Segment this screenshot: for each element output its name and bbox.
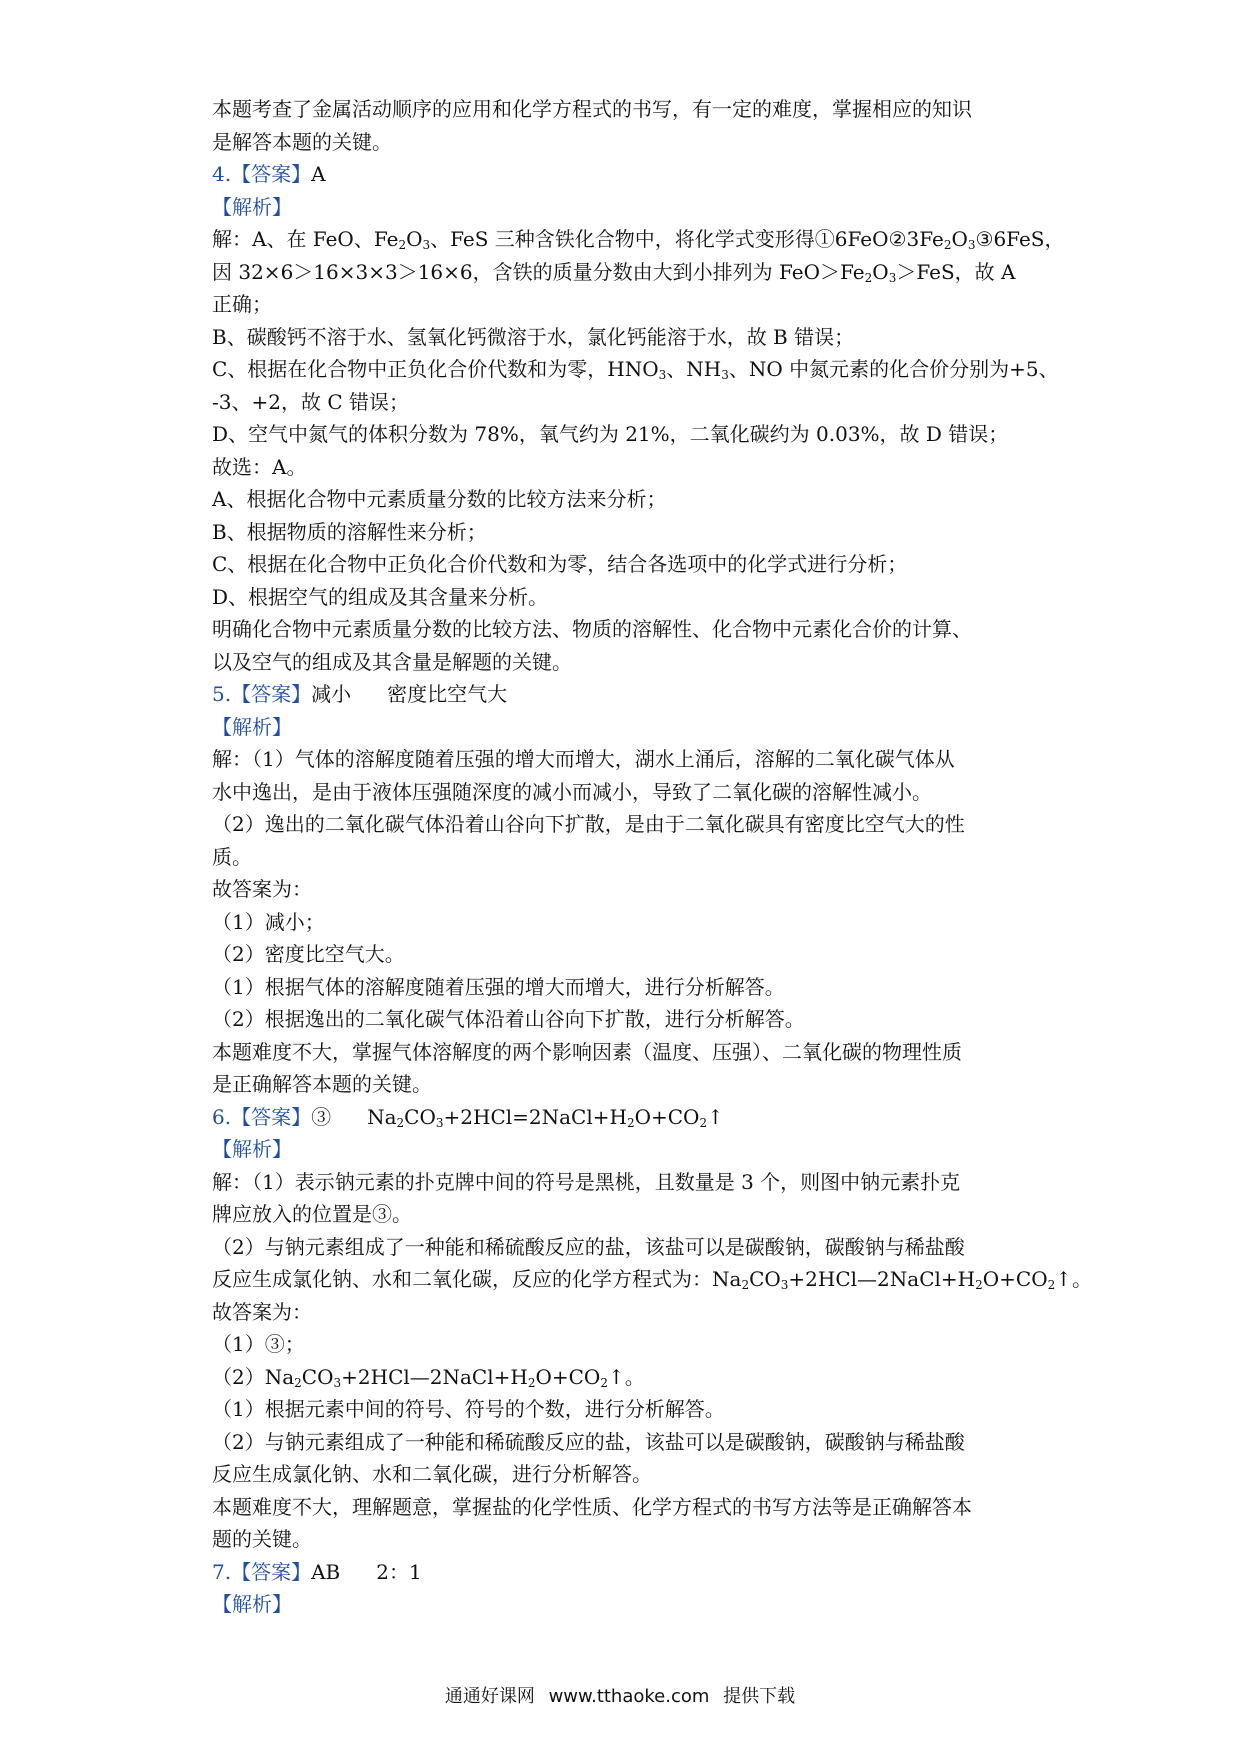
text-run: CO — [749, 1267, 781, 1291]
text-line — [212, 256, 1042, 289]
text-line: 本题难度不大，理解题意，掌握盐的化学性质、化学方程式的书写方法等是正确解答本 — [212, 1494, 972, 1519]
text-line: -3、+2，故 C 错误； — [212, 389, 409, 414]
text-line — [212, 1263, 1092, 1296]
subscript: 3 — [422, 238, 431, 252]
subscript: 2 — [600, 1375, 608, 1390]
subscript: 2 — [626, 1115, 635, 1130]
text-line: 牌应放入的位置是③。 — [212, 1202, 412, 1226]
text-run: ↑。 — [607, 1364, 645, 1389]
text-line: 反应生成氯化钠、水和二氧化碳，进行分析解答。 — [212, 1462, 652, 1486]
text-line: （2）逸出的二氧化碳气体沿着山谷向下扩散，是由于二氧化碳具有密度比空气大的性 — [212, 812, 965, 836]
text-line: 以及空气的组成及其含量是解题的关键。 — [212, 649, 572, 674]
subscript: 3 — [658, 368, 667, 382]
text-line: 故答案为： — [212, 877, 312, 901]
subscript: 3 — [888, 270, 897, 285]
answer-tag: 【答案】 — [231, 162, 312, 186]
text-line: 正确； — [212, 292, 272, 316]
text-run: 反应生成氯化钠、水和二氧化碳，反应的化学方程式为：Na — [212, 1267, 742, 1291]
footer-site-name: 通通好课网 — [444, 1686, 535, 1707]
text-line: 本题考查了金属活动顺序的应用和化学方程式的书写，有一定的难度，掌握相应的知识 — [212, 97, 972, 121]
text-line: 质。 — [212, 844, 252, 869]
text-line: 故选：A。 — [212, 454, 307, 479]
text-run: C、根据在化合物中正负化合价代数和为零，HNO — [212, 357, 659, 381]
text-line: 本题难度不大，掌握气体溶解度的两个影响因素（温度、压强）、二氧化碳的物理性质 — [212, 1039, 962, 1064]
question-number: 4. — [212, 162, 232, 186]
document-body — [212, 93, 1092, 1621]
subscript: 2 — [396, 1115, 405, 1130]
page-footer — [0, 1685, 1240, 1709]
text-line: 解：（1）表示钠元素的扑克牌中间的符号是黑桃，且数量是 3 个，则图中钠元素扑克 — [212, 1169, 961, 1194]
text-run: O — [951, 227, 968, 251]
text-run: O+CO — [982, 1267, 1048, 1291]
text-line: （1）根据气体的溶解度随着压强的增大而增大，进行分析解答。 — [212, 974, 785, 999]
text-run: O+CO — [535, 1364, 601, 1389]
text-line: D、根据空气的组成及其含量来分析。 — [212, 584, 549, 609]
text-run: O — [406, 227, 423, 251]
text-run: +2HCl—2NaCl+H — [341, 1364, 528, 1389]
text-line: D、空气中氮气的体积分数为 78%，氧气约为 21%，二氧化碳约为 0.03%，故 D 错误； — [212, 422, 1009, 446]
answer-tag: 【答案】 — [231, 1104, 312, 1129]
text-line: （2）与钠元素组成了一种能和稀硫酸反应的盐，该盐可以是碳酸钠，碳酸钠与稀盐酸 — [212, 1234, 965, 1259]
subscript: 2 — [1047, 1278, 1056, 1292]
text-line: （2）根据逸出的二氧化碳气体沿着山谷向下扩散，进行分析解答。 — [212, 1007, 805, 1031]
text-run: （2）Na — [212, 1364, 295, 1389]
text-line — [212, 223, 1065, 256]
footer-note: 提供下载 — [723, 1686, 796, 1707]
text-run: ↑ — [707, 1104, 724, 1129]
text-run: O — [872, 259, 889, 284]
text-line: （1）③； — [212, 1332, 305, 1356]
text-line: 水中逸出，是由于液体压强随深度的减小而减小，导致了二氧化碳的溶解性减小。 — [212, 779, 932, 804]
footer-url: www.tthaoke.com — [548, 1686, 710, 1707]
question-number: 5. — [212, 682, 232, 706]
text-run: ＞FeS，故 A — [896, 259, 1016, 284]
equation — [367, 1105, 724, 1129]
text-line: B、碳酸钙不溶于水、氢氧化钙微溶于水，氯化钙能溶于水，故 B 错误； — [212, 324, 855, 349]
answer-value: ③ — [311, 1104, 332, 1129]
subscript: 2 — [527, 1375, 536, 1390]
text-run: 、FeS 三种含铁化合物中，将化学式变形得①6FeO②3Fe — [430, 227, 944, 251]
answer-line-5 — [212, 678, 1042, 711]
text-line: 是解答本题的关键。 — [212, 129, 392, 154]
text-line — [212, 353, 1059, 386]
text-line: （1）根据元素中间的符号、符号的个数，进行分析解答。 — [212, 1397, 725, 1421]
text-run: 解：A、在 FeO、Fe — [212, 227, 399, 251]
analysis-heading: 【解析】 — [212, 1137, 292, 1161]
analysis-heading: 【解析】 — [212, 1592, 292, 1616]
subscript: 2 — [975, 1278, 983, 1292]
text-line: （1）减小； — [212, 909, 325, 934]
text-line: 题的关键。 — [212, 1527, 312, 1551]
subscript: 3 — [780, 1278, 789, 1292]
text-run: O+CO — [634, 1104, 700, 1129]
text-run: ③6FeS， — [975, 227, 1065, 251]
subscript: 3 — [333, 1375, 342, 1390]
text-run: 、NO 中氮元素的化合价分别为+5、 — [728, 357, 1059, 381]
text-run: Na — [367, 1104, 397, 1129]
subscript: 3 — [721, 368, 729, 382]
subscript: 2 — [699, 1115, 708, 1130]
analysis-heading: 【解析】 — [212, 194, 292, 219]
subscript: 2 — [294, 1375, 302, 1390]
subscript: 2 — [398, 238, 407, 252]
text-run: CO — [404, 1104, 436, 1129]
subscript: 2 — [864, 270, 873, 285]
question-number: 6. — [212, 1104, 232, 1129]
text-line: 明确化合物中元素质量分数的比较方法、物质的溶解性、化合物中元素化合价的计算、 — [212, 617, 972, 641]
answer-value: A — [311, 162, 326, 186]
text-run: +2HCl=2NaCl+H — [443, 1104, 627, 1129]
text-line — [212, 1361, 1042, 1394]
answer-line-6 — [212, 1101, 1042, 1134]
text-run: 、NH — [666, 357, 722, 381]
text-run: ↑。 — [1055, 1267, 1092, 1291]
subscript: 3 — [967, 238, 976, 252]
text-line: 故答案为： — [212, 1299, 312, 1324]
text-line: B、根据物质的溶解性来分析； — [212, 519, 487, 544]
subscript: 3 — [435, 1115, 444, 1130]
answer-line-4 — [212, 158, 1042, 191]
text-run: CO — [301, 1364, 334, 1389]
answer-value: AB — [311, 1559, 341, 1584]
question-number: 7. — [212, 1559, 232, 1584]
answer-value: 减小 — [311, 682, 352, 706]
text-line: 是正确解答本题的关键。 — [212, 1072, 432, 1096]
text-line: C、根据在化合物中正负化合价代数和为零，结合各选项中的化学式进行分析； — [212, 552, 908, 576]
text-line: （2）密度比空气大。 — [212, 942, 405, 966]
answer-value: 2：1 — [376, 1559, 422, 1584]
analysis-heading: 【解析】 — [212, 714, 292, 739]
text-line: （2）与钠元素组成了一种能和稀硫酸反应的盐，该盐可以是碳酸钠，碳酸钠与稀盐酸 — [212, 1429, 965, 1454]
subscript: 2 — [741, 1278, 750, 1292]
answer-value: 密度比空气大 — [387, 682, 508, 706]
answer-line-7 — [212, 1556, 1042, 1589]
subscript: 2 — [943, 238, 952, 252]
answer-tag: 【答案】 — [231, 1559, 312, 1584]
answer-tag: 【答案】 — [231, 682, 312, 706]
text-run: +2HCl—2NaCl+H — [788, 1267, 976, 1291]
text-run: 因 32×6＞16×3×3＞16×6，含铁的质量分数由大到小排列为 FeO＞Fe — [212, 259, 865, 284]
text-line: A、根据化合物中元素质量分数的比较方法来分析； — [212, 487, 667, 511]
text-line: 解：（1）气体的溶解度随着压强的增大而增大，湖水上涌后，溶解的二氧化碳气体从 — [212, 747, 955, 771]
